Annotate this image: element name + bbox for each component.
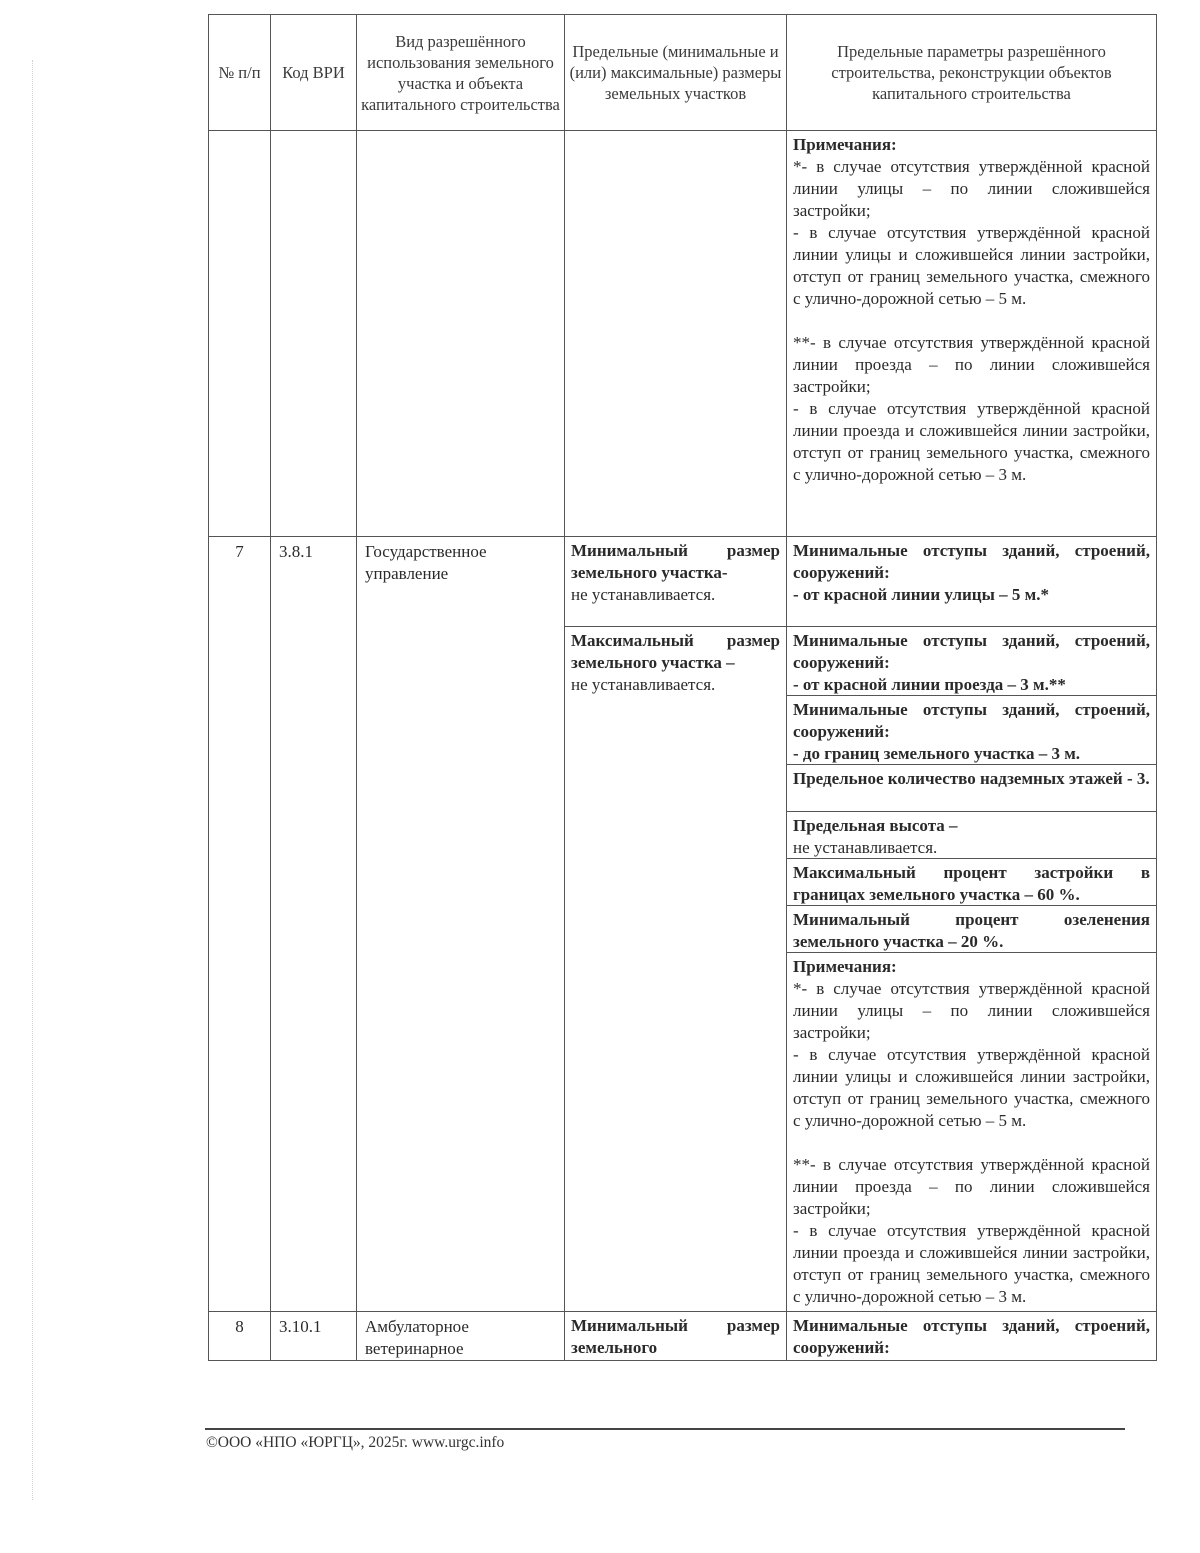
param-block-3: [787, 695, 1156, 764]
notes-title: Примечания:: [793, 135, 897, 154]
note-1: *- в случае отсутствия утверждённой красной линии улицы – по линии сложившейся застройки;: [793, 157, 1150, 220]
param-block-2: [787, 626, 1156, 695]
header-num: № п/п: [209, 15, 271, 131]
scan-artifact: [32, 60, 35, 1500]
row-vid: Государственное управление: [357, 537, 565, 1312]
param-block-4: [787, 764, 1156, 811]
notes-title: Примечания:: [793, 957, 897, 976]
param-5-value: не устанавливается.: [793, 838, 938, 857]
params-cell: Минимальные отступы зданий, строений, сооружений:: [787, 1312, 1157, 1361]
param-1-value: - от красной линии улицы – 5 м.*: [793, 585, 1049, 604]
row-code: 3.10.1: [271, 1312, 357, 1361]
footer-copyright: ©ООО «НПО «ЮРГЦ», 2025г. www.urgc.info: [206, 1434, 505, 1451]
param-block-1: [787, 537, 1156, 626]
note-2: - в случае отсутствия утверждённой красной линии улицы и сложившейся линии застройки, отступ от границ земельного участка, смежного с улично-дорожной сетью – 5 м.: [793, 1045, 1150, 1130]
header-code: Код ВРИ: [271, 15, 357, 131]
param-block-6: [787, 858, 1156, 905]
note-3: **- в случае отсутствия утверждённой красной линии проезда – по линии сложившейся застройки;: [793, 333, 1150, 396]
zoning-table: [208, 14, 1157, 1361]
min-size-value: не устанавливается.: [571, 585, 716, 604]
note-1: *- в случае отсутствия утверждённой красной линии улицы – по линии сложившейся застройки;: [793, 979, 1150, 1042]
param-5-title: Предельная высота –: [793, 816, 958, 835]
footer-divider: [205, 1428, 1125, 1430]
size-cell: Минимальный размер земельного: [565, 1312, 787, 1361]
param-4: Предельное количество надземных этажей - 3.: [793, 769, 1150, 788]
table-row-7: [209, 537, 1157, 1312]
row-num: 8: [209, 1312, 271, 1361]
row-code: 3.8.1: [271, 537, 357, 1312]
param-6: Максимальный процент застройки в границах земельного участка – 60 %.: [793, 863, 1150, 904]
note-4: - в случае отсутствия утверждённой красной линии проезда и сложившейся линии застройки, отступ от границ земельного участка, смежного с улично-дорожной сетью – 3 м.: [793, 1221, 1150, 1306]
param-block-5: [787, 811, 1156, 858]
notes-cell: [787, 131, 1157, 537]
param-2-title: Минимальные отступы зданий, строений, сооружений:: [793, 631, 1150, 672]
table-row-8: [209, 1312, 1157, 1361]
row7-notes: [787, 952, 1156, 1311]
row-num: 7: [209, 537, 271, 1312]
max-size-value: не устанавливается.: [571, 675, 716, 694]
size-cell: [565, 537, 787, 1312]
note-4: - в случае отсутствия утверждённой красной линии проезда и сложившейся линии застройки, отступ от границ земельного участка, смежного с улично-дорожной сетью – 3 м.: [793, 399, 1150, 484]
param-1-title: Минимальные отступы зданий, строений, сооружений:: [793, 541, 1150, 582]
note-3: **- в случае отсутствия утверждённой красной линии проезда – по линии сложившейся застройки;: [793, 1155, 1150, 1218]
param-3-title: Минимальные отступы зданий, строений, сооружений:: [793, 700, 1150, 741]
max-size-block: [565, 626, 786, 698]
table-header-row: [209, 15, 1157, 131]
param-block-7: [787, 905, 1156, 952]
header-params: Предельные параметры разрешённого строительства, реконструкции объектов капитального строительства: [787, 15, 1157, 131]
param-3-value: - до границ земельного участка – 3 м.: [793, 744, 1081, 763]
row-vid: Амбулаторное ветеринарное: [357, 1312, 565, 1361]
table-row-continuation: [209, 131, 1157, 537]
note-2: - в случае отсутствия утверждённой красной линии улицы и сложившейся линии застройки, отступ от границ земельного участка, смежного с улично-дорожной сетью – 5 м.: [793, 223, 1150, 308]
min-size-block: [565, 537, 786, 626]
param-7: Минимальный процент озеленения земельного участка – 20 %.: [793, 910, 1150, 951]
min-size-title: Минимальный размер земельного участка-: [571, 541, 780, 582]
max-size-title: Максимальный размер земельного участка –: [571, 631, 780, 672]
header-sizes: Предельные (минимальные и (или) максимальные) размеры земельных участков: [565, 15, 787, 131]
header-vid: Вид разрешённого использования земельного участка и объекта капитального строительства: [357, 15, 565, 131]
param-2-value: - от красной линии проезда – 3 м.**: [793, 675, 1066, 694]
params-cell: [787, 537, 1157, 1312]
